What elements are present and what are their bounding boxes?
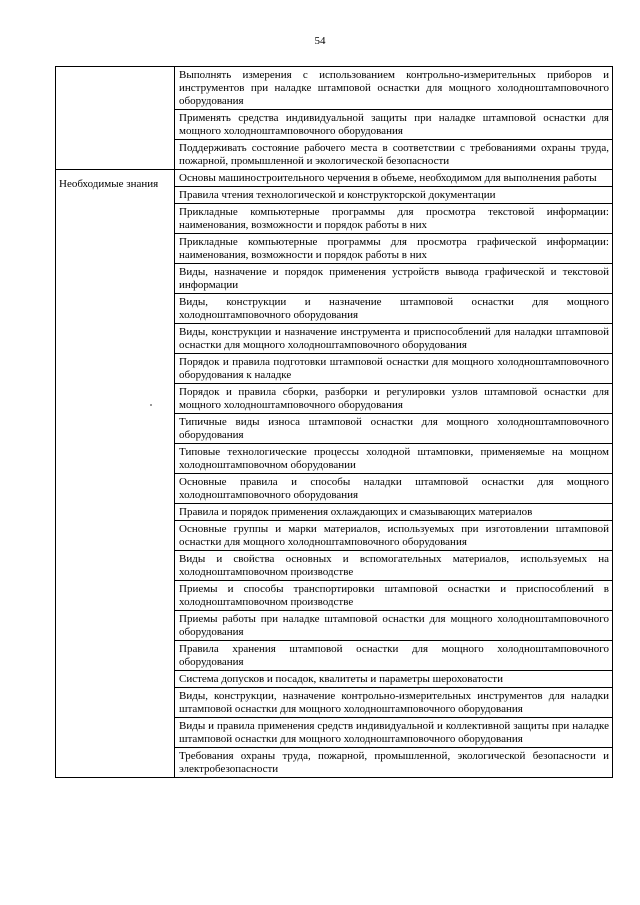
table-row <box>56 170 613 187</box>
requirement-item: Система допусков и посадок, квалитеты и параметры шероховатости <box>175 671 613 688</box>
requirement-item: Порядок и правила подготовки штамповой оснастки для мощного холодноштамповочного оборудования к наладке <box>175 354 613 384</box>
scan-speck <box>150 404 152 406</box>
requirement-item: Основы машиностроительного черчения в объеме, необходимом для выполнения работы <box>175 170 613 187</box>
requirement-item: Правила чтения технологической и конструкторской документации <box>175 187 613 204</box>
requirement-item: Типичные виды износа штамповой оснастки для мощного холодноштамповочного оборудования <box>175 414 613 444</box>
requirement-item: Основные группы и марки материалов, используемых при изготовлении штамповой оснастки для мощного холодноштамповочного оборудования <box>175 521 613 551</box>
requirement-item: Основные правила и способы наладки штамповой оснастки для мощного холодноштамповочного оборудования <box>175 474 613 504</box>
requirement-item: Порядок и правила сборки, разборки и регулировки узлов штамповой оснастки для мощного холодноштамповочного оборудования <box>175 384 613 414</box>
requirement-item: Правила хранения штамповой оснастки для мощного холодноштамповочного оборудования <box>175 641 613 671</box>
requirement-item: Виды, конструкции и назначение штамповой оснастки для мощного холодноштамповочного оборудования <box>175 294 613 324</box>
requirement-item: Виды и свойства основных и вспомогательных материалов, используемых на холодноштамповочном производстве <box>175 551 613 581</box>
requirements-table-body <box>56 67 613 778</box>
requirement-item: Приемы работы при наладке штамповой оснастки для мощного холодноштамповочного оборудования <box>175 611 613 641</box>
requirements-table <box>55 66 613 778</box>
requirement-item: Выполнять измерения с использованием контрольно-измерительных приборов и инструментов при наладке штамповой оснастки для мощного холодноштамповочного оборудования <box>175 67 613 110</box>
requirement-item: Приемы и способы транспортировки штамповой оснастки и приспособлений в холодноштамповочном производстве <box>175 581 613 611</box>
requirement-item: Типовые технологические процессы холодной штамповки, применяемые на мощном холодноштамповочном оборудовании <box>175 444 613 474</box>
requirement-item: Виды, конструкции и назначение инструмента и приспособлений для наладки штамповой оснастки для мощного холодноштамповочного оборудования <box>175 324 613 354</box>
requirement-item: Виды и правила применения средств индивидуальной и коллективной защиты при наладке штамповой оснастки для мощного холодноштамповочного оборудования <box>175 718 613 748</box>
section-label <box>56 67 175 170</box>
requirement-item: Правила и порядок применения охлаждающих и смазывающих материалов <box>175 504 613 521</box>
section-label: Необходимые знания <box>56 170 175 778</box>
requirement-item: Требования охраны труда, пожарной, промышленной, экологической безопасности и электробезопасности <box>175 748 613 778</box>
table-row <box>56 67 613 110</box>
requirement-item: Прикладные компьютерные программы для просмотра графической информации: наименования, возможности и порядок работы в них <box>175 234 613 264</box>
requirement-item: Виды, назначение и порядок применения устройств вывода графической и текстовой информации <box>175 264 613 294</box>
page-number: 54 <box>314 35 326 47</box>
requirement-item: Виды, конструкции, назначение контрольно-измерительных инструментов для наладки штамповой оснастки для мощного холодноштамповочного оборудования <box>175 688 613 718</box>
requirement-item: Прикладные компьютерные программы для просмотра текстовой информации: наименования, возможности и порядок работы в них <box>175 204 613 234</box>
requirement-item: Поддерживать состояние рабочего места в соответствии с требованиями охраны труда, пожарной, промышленной и экологической безопасности <box>175 140 613 170</box>
requirement-item: Применять средства индивидуальной защиты при наладке штамповой оснастки для мощного холодноштамповочного оборудования <box>175 110 613 140</box>
